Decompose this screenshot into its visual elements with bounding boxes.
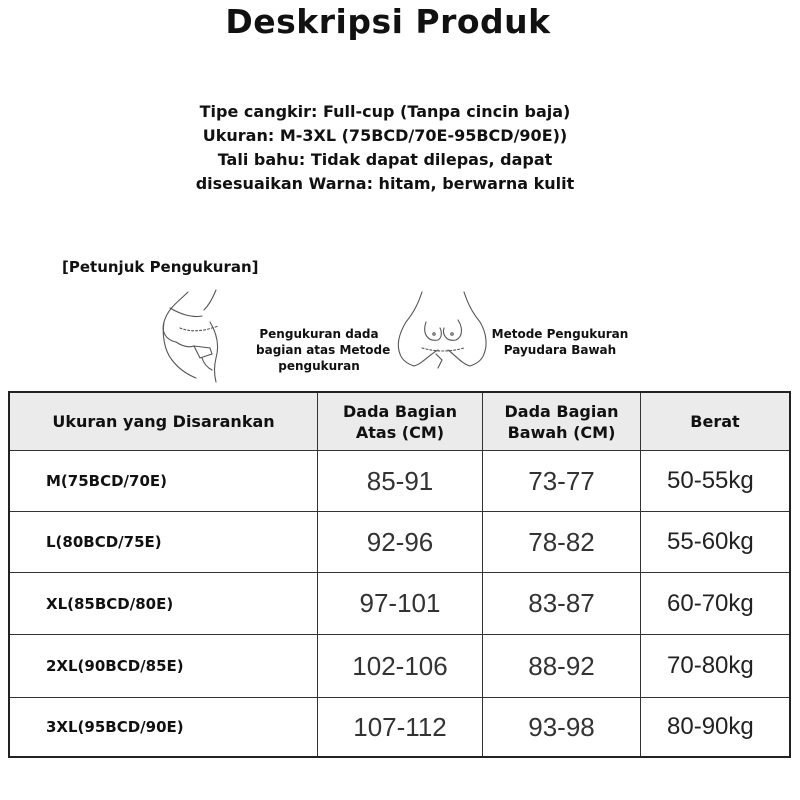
table-row-size: M(75BCD/70E) (10, 451, 318, 512)
caption-line: Payudara Bawah (503, 343, 617, 357)
size-table (8, 391, 791, 758)
table-header-size (10, 393, 318, 451)
table-header-under-bust (483, 393, 641, 451)
header-label: Dada Bagian Atas (CM) (342, 401, 457, 442)
table-cell-under: 93-98 (483, 698, 641, 756)
table-cell-weight: 80-90kg (667, 713, 754, 740)
table-cell-upper: 107-112 (318, 698, 483, 756)
table-cell-under: 88-92 (483, 635, 641, 698)
table-header-weight (641, 393, 789, 451)
page-title: Deskripsi Produk (225, 2, 551, 41)
caption-line: Metode Pengukuran (491, 327, 629, 341)
description-line: Tipe cangkir: Full-cup (Tanpa cincin baja) (199, 102, 571, 121)
table-cell-upper: 92-96 (318, 512, 483, 573)
description-line: Tali bahu: Tidak dapat dilepas, dapat (217, 150, 553, 169)
table-cell-upper: 97-101 (318, 573, 483, 635)
header-label: Berat (690, 412, 740, 431)
description-line: Ukuran: M-3XL (75BCD/70E-95BCD/90E)) (202, 126, 568, 145)
header-label: Ukuran yang Disarankan (52, 412, 275, 431)
measurement-guide-heading: [Petunjuk Pengukuran] (62, 258, 259, 276)
upper-bust-caption (256, 326, 391, 374)
table-cell-weight: 50-55kg (641, 451, 789, 512)
table-cell-under: 73-77 (483, 451, 641, 512)
table-header-upper-bust (318, 393, 483, 451)
table-row-size: 3XL(95BCD/90E) (10, 698, 318, 756)
caption-line: bagian atas Metode (256, 343, 391, 357)
table-row-size: 2XL(90BCD/85E) (10, 635, 318, 698)
table-cell-under: 78-82 (483, 512, 641, 573)
caption-line: pengukuran (278, 359, 360, 373)
table-row-size: L(80BCD/75E) (10, 512, 318, 573)
caption-line: Pengukuran dada (259, 327, 379, 341)
table-cell-weight: 55-60kg (641, 512, 789, 573)
header-label: Dada Bagian Bawah (CM) (504, 401, 619, 442)
table-cell-upper: 102-106 (318, 635, 483, 698)
table-row-size: XL(85BCD/80E) (10, 573, 318, 635)
table-cell-upper: 85-91 (318, 451, 483, 512)
product-description (150, 100, 620, 196)
table-cell-under: 83-87 (483, 573, 641, 635)
upper-bust-measuring-figure-icon (158, 288, 228, 384)
underbust-measuring-figure-icon (392, 288, 492, 384)
table-cell-weight: 70-80kg (641, 635, 789, 698)
underbust-caption (488, 326, 632, 358)
table-cell-weight: 60-70kg (641, 573, 789, 635)
description-line: disesuaikan Warna: hitam, berwarna kulit (195, 174, 575, 193)
